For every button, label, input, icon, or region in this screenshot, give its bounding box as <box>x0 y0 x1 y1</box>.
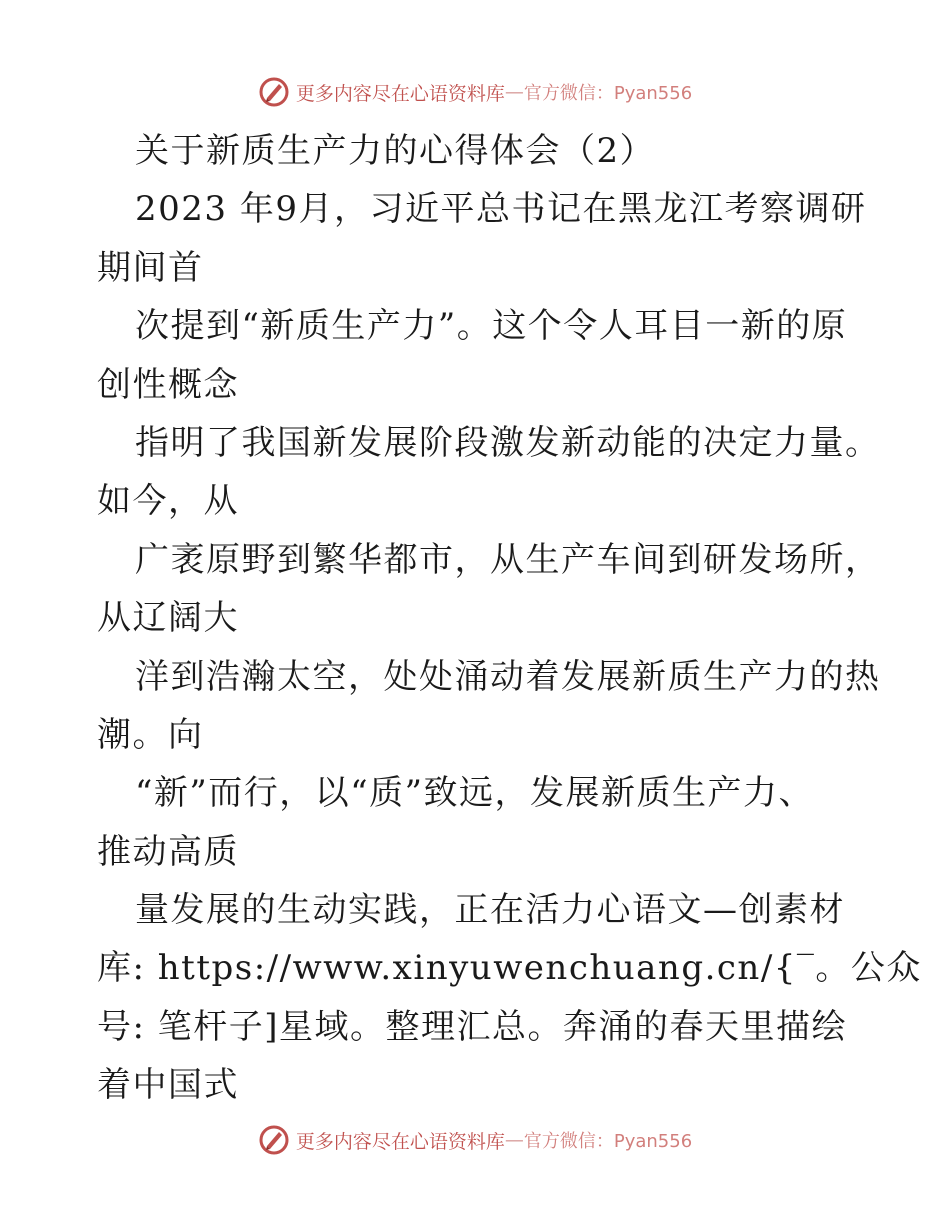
watermark-main-text: 更多内容尽在心语资料库 <box>295 82 505 105</box>
paragraph-line: 广袤原野到繁华都市，从生产车间到研发场所， <box>135 539 881 580</box>
document-title: 关于新质生产力的心得体会（2） <box>135 131 656 171</box>
watermark-wechat-text: 官方微信：Pyan556 <box>523 1131 693 1152</box>
paragraph-line: 号: 笔杆子]星域。整理汇总。奔涌的春天里描绘 <box>97 1006 848 1047</box>
paragraph-line: 从辽阔大 <box>97 598 239 639</box>
paragraph-line: 创性概念 <box>97 364 239 405</box>
paragraph-line: “新”而行，以“质”致远，发展新质生产力、 <box>135 773 815 814</box>
pen-logo-icon <box>258 1124 290 1156</box>
footer-watermark <box>0 1120 950 1160</box>
paragraph-line: 期间首 <box>97 247 204 288</box>
watermark-separator: — <box>504 1129 524 1151</box>
watermark-separator: — <box>504 81 524 103</box>
watermark-wechat-text: 官方微信：Pyan556 <box>523 83 693 104</box>
paragraph-line: 库: https://www.xinyuwenchuang.cn/{‾。公众 <box>97 948 922 989</box>
paragraph-line: 量发展的生动实践，正在活力心语文—创素材 <box>135 890 845 931</box>
paragraph-line: 潮。向 <box>97 714 204 755</box>
header-watermark <box>0 72 950 112</box>
paragraph-line: 指明了我国新发展阶段激发新动能的决定力量。 <box>135 422 881 463</box>
paragraph-line: 如今，从 <box>97 481 239 522</box>
document-body <box>97 122 922 1115</box>
paragraph-line: 着中国式 <box>97 1065 239 1106</box>
watermark-main-text: 更多内容尽在心语资料库 <box>295 1130 505 1153</box>
paragraph-line: 次提到“新质生产力”。这个令人耳目一新的原 <box>135 306 848 347</box>
paragraph-line: 洋到浩瀚太空，处处涌动着发展新质生产力的热 <box>135 656 881 697</box>
pen-logo-icon <box>258 76 290 108</box>
paragraph-line: 推动高质 <box>97 831 239 872</box>
paragraph-line: 2023 年9月，习近平总书记在黑龙江考察调研 <box>135 189 867 230</box>
